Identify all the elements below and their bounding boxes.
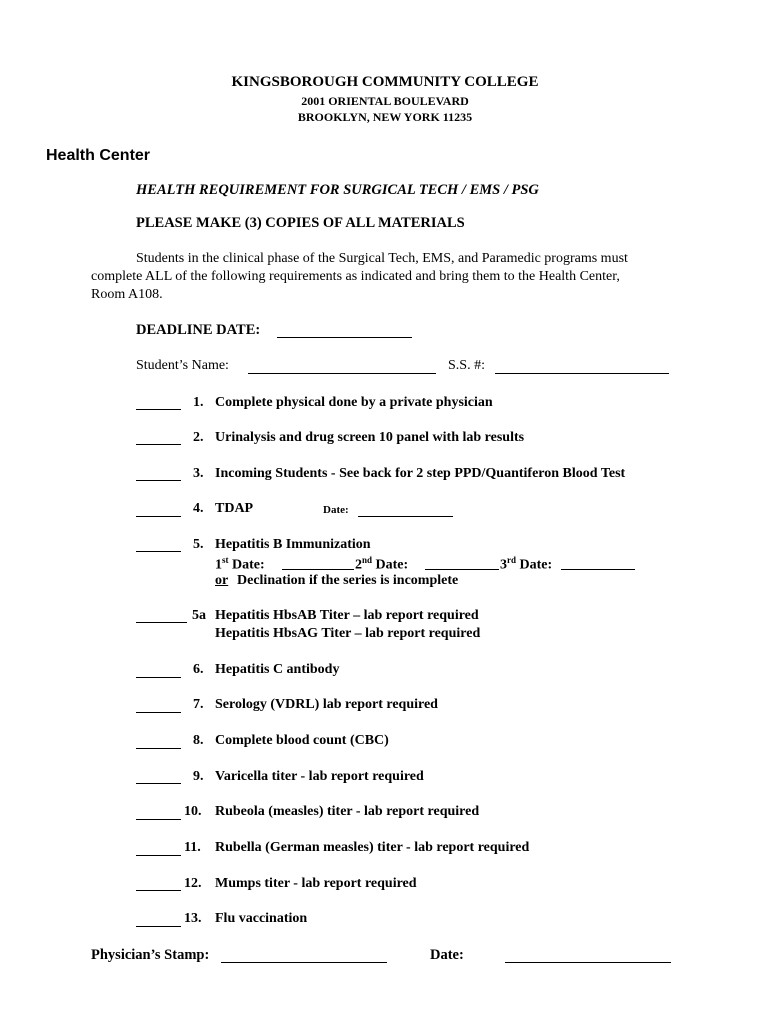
checkbox-line[interactable] xyxy=(136,855,181,856)
dose-3-label: 3rd Date: xyxy=(500,555,553,573)
item-number: 7. xyxy=(193,697,204,712)
checkbox-line[interactable] xyxy=(136,444,181,445)
dose-1-date-field[interactable] xyxy=(282,569,354,570)
item-number: 12. xyxy=(184,876,202,891)
tdap-date-label: Date: xyxy=(323,504,349,516)
college-name: KINGSBOROUGH COMMUNITY COLLEGE xyxy=(231,74,539,90)
checkbox-line[interactable] xyxy=(136,480,181,481)
ss-field[interactable] xyxy=(495,373,669,374)
checkbox-line[interactable] xyxy=(136,677,181,678)
dose-1-label: 1st Date: xyxy=(215,555,265,573)
declination-text: Declination if the series is incomplete xyxy=(237,573,459,588)
item-number: 11. xyxy=(184,840,201,855)
dose-3-date-field[interactable] xyxy=(561,569,635,570)
student-name-field[interactable] xyxy=(248,373,436,374)
item-number: 9. xyxy=(193,769,204,784)
intro-line-2: complete ALL of the following requirements as indicated and bring them to the Health Center, xyxy=(91,269,620,284)
checkbox-line[interactable] xyxy=(136,748,181,749)
item-number: 5. xyxy=(193,537,204,552)
item-text: Mumps titer - lab report required xyxy=(215,876,417,891)
item-text-2: Hepatitis HbsAG Titer – lab report required xyxy=(215,626,481,641)
checkbox-line[interactable] xyxy=(136,622,187,623)
item-number: 1. xyxy=(193,395,204,410)
item-number: 6. xyxy=(193,662,204,677)
item-text: Incoming Students - See back for 2 step PPD/Quantiferon Blood Test xyxy=(215,466,626,481)
footer-date-field[interactable] xyxy=(505,962,671,963)
item-text: Complete blood count (CBC) xyxy=(215,733,389,748)
footer-date-label: Date: xyxy=(430,947,464,963)
item-text: Complete physical done by a private physician xyxy=(215,395,493,410)
copies-notice: PLEASE MAKE (3) COPIES OF ALL MATERIALS xyxy=(136,215,465,231)
checkbox-line[interactable] xyxy=(136,890,181,891)
item-text: Rubeola (measles) titer - lab report required xyxy=(215,804,480,819)
item-number: 2. xyxy=(193,430,204,445)
checkbox-line[interactable] xyxy=(136,819,181,820)
item-text: Hepatitis HbsAB Titer – lab report required xyxy=(215,608,479,623)
checkbox-line[interactable] xyxy=(136,783,181,784)
item-text: TDAP xyxy=(215,501,254,516)
checkbox-line[interactable] xyxy=(136,516,181,517)
department-heading: Health Center xyxy=(46,147,151,164)
item-number: 5a xyxy=(192,608,206,623)
address-line-1: 2001 ORIENTAL BOULEVARD xyxy=(301,94,469,108)
item-number: 3. xyxy=(193,466,204,481)
student-name-label: Student’s Name: xyxy=(136,358,229,373)
item-text: Serology (VDRL) lab report required xyxy=(215,697,438,712)
ss-label: S.S. #: xyxy=(448,358,485,373)
address-line-2: BROOKLYN, NEW YORK 11235 xyxy=(297,110,473,124)
item-number: 10. xyxy=(184,804,202,819)
item-number: 8. xyxy=(193,733,204,748)
physician-stamp-label: Physician’s Stamp: xyxy=(91,947,210,963)
tdap-date-field[interactable] xyxy=(358,516,453,517)
item-text: Rubella (German measles) titer - lab report required xyxy=(215,840,530,855)
item-text: Hepatitis B Immunization xyxy=(215,537,371,552)
checkbox-line[interactable] xyxy=(136,409,181,410)
checkbox-line[interactable] xyxy=(136,712,181,713)
deadline-field[interactable] xyxy=(277,337,412,338)
item-text: Flu vaccination xyxy=(215,911,308,926)
form-title: HEALTH REQUIREMENT FOR SURGICAL TECH / EMS / PSG xyxy=(136,182,539,198)
item-text: Varicella titer - lab report required xyxy=(215,769,424,784)
item-text: Hepatitis C antibody xyxy=(215,662,340,677)
or-label: or xyxy=(215,573,229,588)
item-text: Urinalysis and drug screen 10 panel with lab results xyxy=(215,430,525,445)
intro-line-3: Room A108. xyxy=(91,287,163,302)
intro-line-1: Students in the clinical phase of the Surgical Tech, EMS, and Paramedic programs must xyxy=(136,251,628,266)
checkbox-line[interactable] xyxy=(136,551,181,552)
checkbox-line[interactable] xyxy=(136,926,181,927)
dose-2-label: 2nd Date: xyxy=(355,555,409,573)
dose-2-date-field[interactable] xyxy=(425,569,499,570)
physician-stamp-field[interactable] xyxy=(221,962,387,963)
item-number: 13. xyxy=(184,911,202,926)
deadline-label: DEADLINE DATE: xyxy=(136,322,261,338)
item-number: 4. xyxy=(193,501,204,516)
